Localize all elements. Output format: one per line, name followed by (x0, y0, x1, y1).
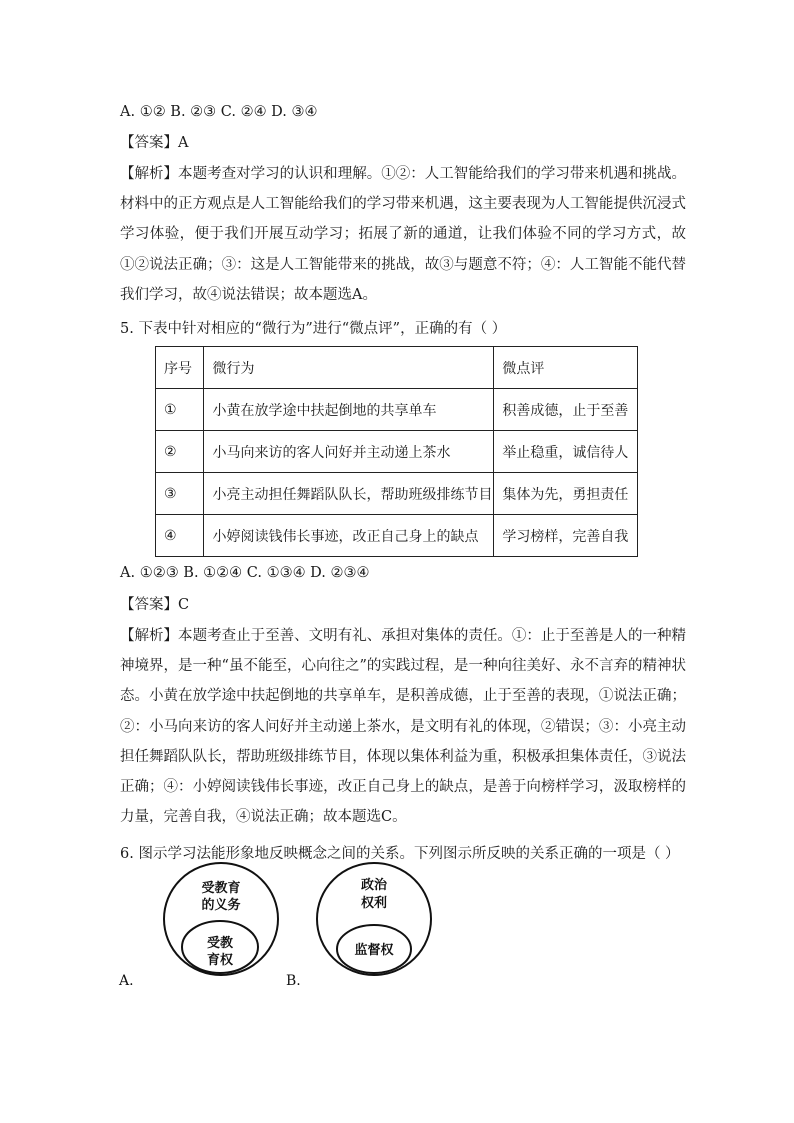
table-row (156, 389, 638, 431)
header-cell: 序号 (156, 347, 204, 389)
table-row (156, 515, 638, 557)
q5-options: A. ①②③ B. ①②④ C. ①③④ D. ②③④ (120, 565, 370, 581)
header-cell: 微点评 (494, 347, 638, 389)
table-cell: ① (156, 389, 204, 431)
table-cell: 集体为先，勇担责任 (494, 473, 638, 515)
table-cell: 学习榜样，完善自我 (494, 515, 638, 557)
table-cell: ④ (156, 515, 204, 557)
inner-label: 监督权 (354, 943, 394, 958)
table-header-row (156, 347, 638, 389)
table-cell: ② (156, 431, 204, 473)
q5-analysis: 【解析】本题考查止于至善、文明有礼、承担对集体的责任。①：止于至善是人的一种精神境界，是一种“虽不能至，心向往之”的实践过程，是一种向往美好、永不言弃的精神状态。小黄在放学途中扶起倒地的共享单车，是积善成德，止于至善的表现，①说法正确；②：小马向来访的客人问好并主动递上茶水，是文明有礼的体现，②错误；③：小亮主动担任舞蹈队队长，帮助班级排练节目，体现以集体利益为重，积极承担集体责任，③说法正确；④：小婷阅读钱伟长事迹，改正自己身上的缺点，是善于向榜样学习，汲取榜样的力量，完善自我，④说法正确；故本题选C。 (120, 628, 686, 826)
table-cell: 小亮主动担任舞蹈队队长，帮助班级排练节目 (204, 473, 494, 515)
table-cell: 小婷阅读钱伟长事迹，改正自己身上的缺点 (204, 515, 494, 557)
inner-label-line2: 育权 (206, 953, 234, 968)
option-label: B. (286, 973, 301, 989)
q4-options: A. ①② B. ②③ C. ②④ D. ③④ (120, 104, 318, 120)
diagram-a (118, 855, 298, 999)
outer-label-line2: 的义务 (201, 898, 241, 913)
diagram-b (285, 855, 445, 999)
q6-question: 6. 图示学习法能形象地反映概念之间的关系。下列图示所反映的关系正确的一项是（ ） (120, 846, 680, 862)
outer-label-line2: 权利 (360, 896, 388, 911)
table-row (156, 431, 638, 473)
header-cell: 微行为 (204, 347, 494, 389)
q5-question: 5. 下表中针对相应的“微行为”进行“微点评”，正确的有（ ） (120, 321, 507, 337)
option-label: A. (119, 973, 134, 989)
outer-label-line1: 受教育 (201, 881, 241, 896)
inner-label-line1: 受教 (206, 936, 234, 951)
outer-label-line1: 政治 (360, 878, 388, 893)
table-cell: 小马向来访的客人问好并主动递上茶水 (204, 431, 494, 473)
table-row (156, 473, 638, 515)
table-cell: 举止稳重，诚信待人 (494, 431, 638, 473)
q4-answer: 【答案】A (120, 135, 189, 151)
q5-answer: 【答案】C (120, 597, 190, 613)
table-cell: ③ (156, 473, 204, 515)
table-cell: 小黄在放学途中扶起倒地的共享单车 (204, 389, 494, 431)
q5-table (155, 346, 638, 557)
q4-analysis: 【解析】本题考查对学习的认识和理解。①②：人工智能给我们的学习带来机遇和挑战。材料中的正方观点是人工智能给我们的学习带来机遇，这主要表现为人工智能提供沉浸式学习体验，便于我们开展互动学习；拓展了新的通道，让我们体验不同的学习方式，故①②说法正确；③：这是人工智能带来的挑战，故③与题意不符；④：人工智能不能代替我们学习，故④说法错误；故本题选A。 (120, 166, 686, 303)
table-cell: 积善成德，止于至善 (494, 389, 638, 431)
